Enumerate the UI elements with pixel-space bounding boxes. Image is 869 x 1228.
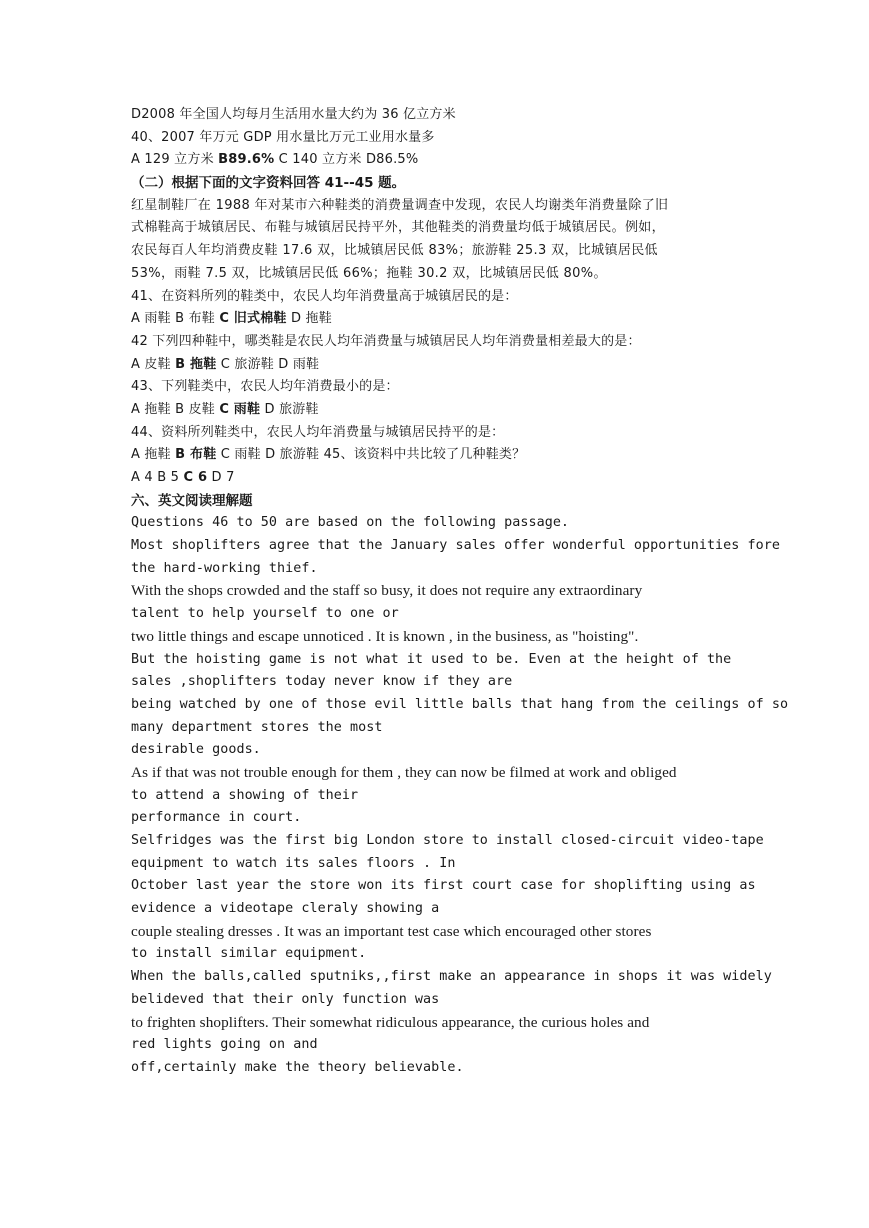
passage-line: equipment to watch its sales floors . In <box>131 855 456 871</box>
passage-line: performance in court. <box>131 810 302 826</box>
answer-options-40 <box>131 149 741 172</box>
question-41: 41、在资料所列的鞋类中，农民人均年消费量高于城镇居民的是： <box>131 288 518 304</box>
section-heading-6: 六、英文阅读理解题 <box>131 492 253 509</box>
option-text: A 皮鞋 <box>131 356 176 372</box>
passage-line: to frighten shoplifters. Their somewhat ridiculous appearance, the curious holes and <box>131 1013 650 1031</box>
option-text: C 140 立方米 D86.5% <box>274 152 419 168</box>
option-text: D 旅游鞋 <box>260 401 319 417</box>
question-40: 40、2007 年万元 GDP 用水量比万元工业用水量多 <box>131 129 435 145</box>
passage-line: But the hoisting game is not what it used to be. Even at the height of the <box>131 651 732 667</box>
passage-line: October last year the store won its first court case for shoplifting using as <box>131 878 756 894</box>
document-page <box>131 104 789 1080</box>
passage-line: sales ,shoplifters today never know if they are <box>131 674 513 690</box>
option-text: A 129 立方米 <box>131 152 219 168</box>
passage-line: to attend a showing of their <box>131 787 359 803</box>
correct-answer: C 6 <box>183 470 208 485</box>
option-text: A 拖鞋 B 皮鞋 <box>131 401 220 417</box>
passage-line: many department stores the most <box>131 719 383 735</box>
correct-answer: B 拖鞋 <box>175 356 217 372</box>
passage-line: When the balls,called sputniks,,first make an appearance in shops it was widely <box>131 969 772 985</box>
passage-intro: Questions 46 to 50 are based on the following passage. <box>131 515 570 531</box>
passage-line: evidence a videotape cleraly showing a <box>131 901 440 917</box>
option-text: C 旅游鞋 D 雨鞋 <box>216 356 320 372</box>
answer-options-44 <box>131 444 741 467</box>
option-text: A 4 B 5 <box>131 470 184 485</box>
correct-answer: C 雨鞋 <box>219 401 261 417</box>
passage-line: couple stealing dresses . It was an important test case which encouraged other stores <box>131 922 652 940</box>
option-text: D 拖鞋 <box>286 311 332 327</box>
question-44: 44、资料所列鞋类中，农民人均年消费量与城镇居民持平的是： <box>131 424 505 440</box>
passage-line: As if that was not trouble enough for them , they can now be filmed at work and obliged <box>131 763 677 781</box>
answer-option-line: D2008 年全国人均每月生活用水量大约为 36 亿立方米 <box>131 107 456 122</box>
passage-line: 式棉鞋高于城镇居民、布鞋与城镇居民持平外，其他鞋类的消费量均低于城镇居民。例如， <box>131 220 666 236</box>
passage-line: With the shops crowded and the staff so busy, it does not require any extraordinary <box>131 582 643 600</box>
answer-options-45 <box>131 467 741 490</box>
question-43: 43、下列鞋类中，农民人均年消费最小的是： <box>131 379 399 395</box>
answer-options-42 <box>131 354 741 377</box>
option-text: D 7 <box>207 470 235 485</box>
passage-line: off,certainly make the theory believable. <box>131 1059 464 1075</box>
passage-line: to install similar equipment. <box>131 946 367 962</box>
passage-line: the hard-working thief. <box>131 560 318 576</box>
passage-line: talent to help yourself to one or <box>131 606 399 622</box>
correct-answer: C 旧式棉鞋 <box>219 311 287 327</box>
answer-options-41 <box>131 308 741 331</box>
passage-line: Selfridges was the first big London store to install closed-circuit video-tape <box>131 833 764 848</box>
option-text: C 雨鞋 D 旅游鞋 45、该资料中共比较了几种鞋类？ <box>216 447 526 463</box>
question-42: 42 下列四种鞋中，哪类鞋是农民人均年消费量与城镇居民人均年消费量相差最大的是： <box>131 333 641 349</box>
passage-line: Most shoplifters agree that the January sales offer wonderful opportunities fore <box>131 538 780 554</box>
passage-line: belideved that their only function was <box>131 991 440 1007</box>
correct-answer: B89.6% <box>218 152 275 168</box>
passage-line: 53%，雨鞋 7.5 双，比城镇居民低 66%；拖鞋 30.2 双，比城镇居民低 80%。 <box>131 265 607 281</box>
section-heading-2: （二）根据下面的文字资料回答 41--45 题。 <box>131 175 406 192</box>
passage-line: 农民每百人年均消费皮鞋 17.6 双，比城镇居民低 83%；旅游鞋 25.3 双，比城镇居民低 <box>131 243 658 259</box>
correct-answer: B 布鞋 <box>175 447 217 463</box>
option-text: A 拖鞋 <box>131 447 176 463</box>
passage-line: red lights going on and <box>131 1037 318 1053</box>
passage-line: 红星制鞋厂在 1988 年对某市六种鞋类的消费量调查中发现，农民人均谢类年消费量除了旧 <box>131 197 669 213</box>
passage-line: being watched by one of those evil little balls that hang from the ceilings of so <box>131 696 789 712</box>
option-text: A 雨鞋 B 布鞋 <box>131 311 220 327</box>
answer-options-43 <box>131 399 741 422</box>
passage-line: two little things and escape unnoticed . It is known , in the business, as "hoisting". <box>131 627 639 645</box>
passage-line: desirable goods. <box>131 742 261 758</box>
